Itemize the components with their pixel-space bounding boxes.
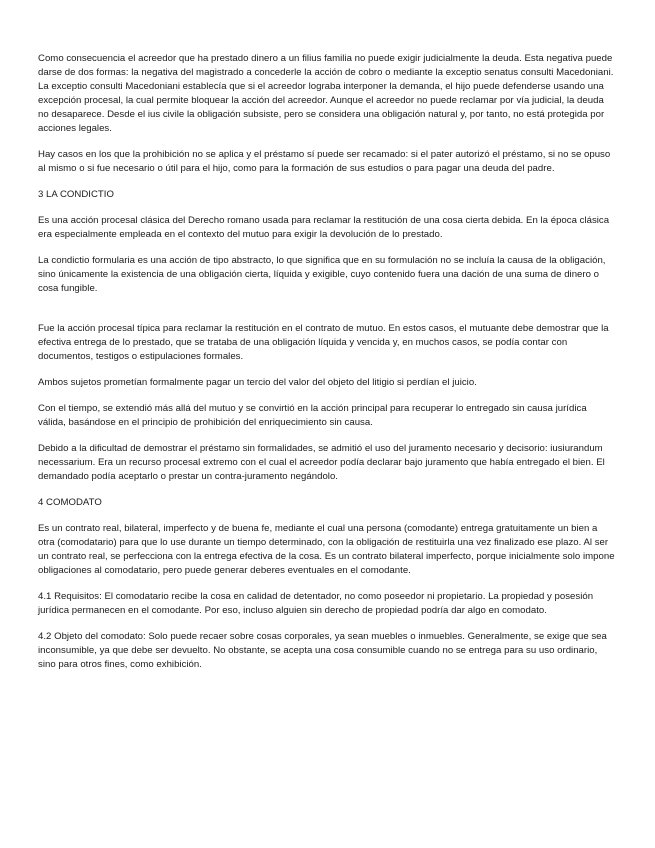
paragraph: Es una acción procesal clásica del Derecho romano usada para reclamar la restitución de una cosa cierta debida. En la época clásica era especialmente empleada en el contexto del mutuo para exigir la devolución de lo prestado.: [38, 215, 610, 240]
paragraph: Con el tiempo, se extendió más allá del mutuo y se convirtió en la acción principal para recuperar lo entregado sin causa jurídica válida, basándose en el principio de prohibición del enriquecimiento sin causa.: [38, 403, 587, 428]
paragraph: 4.2 Objeto del comodato: Solo puede recaer sobre cosas corporales, ya sean muebles o inmuebles. Generalmente, se exige que sea inconsumible, ya que debe ser devuelto. No obstante, se acepta una cosa consumible cuando no se entrega para su uso ordinario, sino para otros fines, como exhibición.: [38, 631, 607, 670]
paragraph: La condictio formularia es una acción de tipo abstracto, lo que significa que en su formulación no se incluía la causa de la obligación, sino únicamente la existencia de una obligación cierta, líquida y exigible, cuyo contenido fuera una dación de una suma de dinero o cosa fungible.: [38, 255, 606, 294]
paragraph: Es un contrato real, bilateral, imperfecto y de buena fe, mediante el cual una persona (comodante) entrega gratuitamente un bien a otra (comodatario) para que lo use durante un tiempo determinado, con la obligación de restituirla una vez finalizado ese plazo. Al ser un contrato real, se perfecciona con la entrega efectiva de la cosa. Es un contrato bilateral imperfecto, porque inicialmente solo impone obligaciones al comodatario, pero puede generar deberes eventuales en el comodante.: [38, 523, 615, 576]
paragraph: Fue la acción procesal típica para reclamar la restitución en el contrato de mutuo. En estos casos, el mutuante debe demostrar que la efectiva entrega de lo prestado, que se trataba de una obligación líquida y vencida y, en muchos casos, se podía contar con documentos, testigos o estipulaciones formales.: [38, 323, 609, 362]
paragraph: Ambos sujetos prometían formalmente pagar un tercio del valor del objeto del litigio si perdían el juicio.: [38, 377, 477, 388]
section-heading: 3 LA CONDICTIO: [38, 189, 114, 200]
section-heading: 4 COMODATO: [38, 497, 102, 508]
paragraph: Hay casos en los que la prohibición no se aplica y el préstamo sí puede ser recamado: si el pater autorizó el préstamo, si no se opuso al mismo o si fue necesario o útil para el hijo, como para la formación de sus estudios o para pagar una deuda del padre.: [38, 149, 611, 174]
paragraph: Debido a la dificultad de demostrar el préstamo sin formalidades, se admitió el uso del juramento necesario y decisorio: iusiurandum necessarium. Era un recurso procesal extremo con el cual el acreedor podía declarar bajo juramento que había entregado el bien. El demandado podía aceptarlo o prestar un contra-juramento negándolo.: [38, 443, 605, 482]
paragraph: Como consecuencia el acreedor que ha prestado dinero a un filius familia no puede exigir judicialmente la deuda. Esta negativa puede darse de dos formas: la negativa del magistrado a concederle la acción de cobro o mediante la exceptio senatus consulti Macedoniani. La exceptio consulti Macedoniani establecía que si el acreedor lograba interponer la demanda, el hijo puede defenderse usando una excepción procesal, la cual permite bloquear la acción del acreedor. Aunque el acreedor no puede reclamar por vía judicial, la deuda no desaparece. Desde el ius civile la obligación subsiste, pero se considera una obligación natural y, por tanto, no está protegida por acciones legales.: [38, 53, 614, 134]
document-body: [38, 52, 616, 684]
paragraph: 4.1 Requisitos: El comodatario recibe la cosa en calidad de detentador, no como poseedor ni propietario. La propiedad y posesión jurídica permanecen en el comodante. Por eso, incluso alguien sin derecho de propiedad podría dar algo en comodato.: [38, 591, 594, 616]
